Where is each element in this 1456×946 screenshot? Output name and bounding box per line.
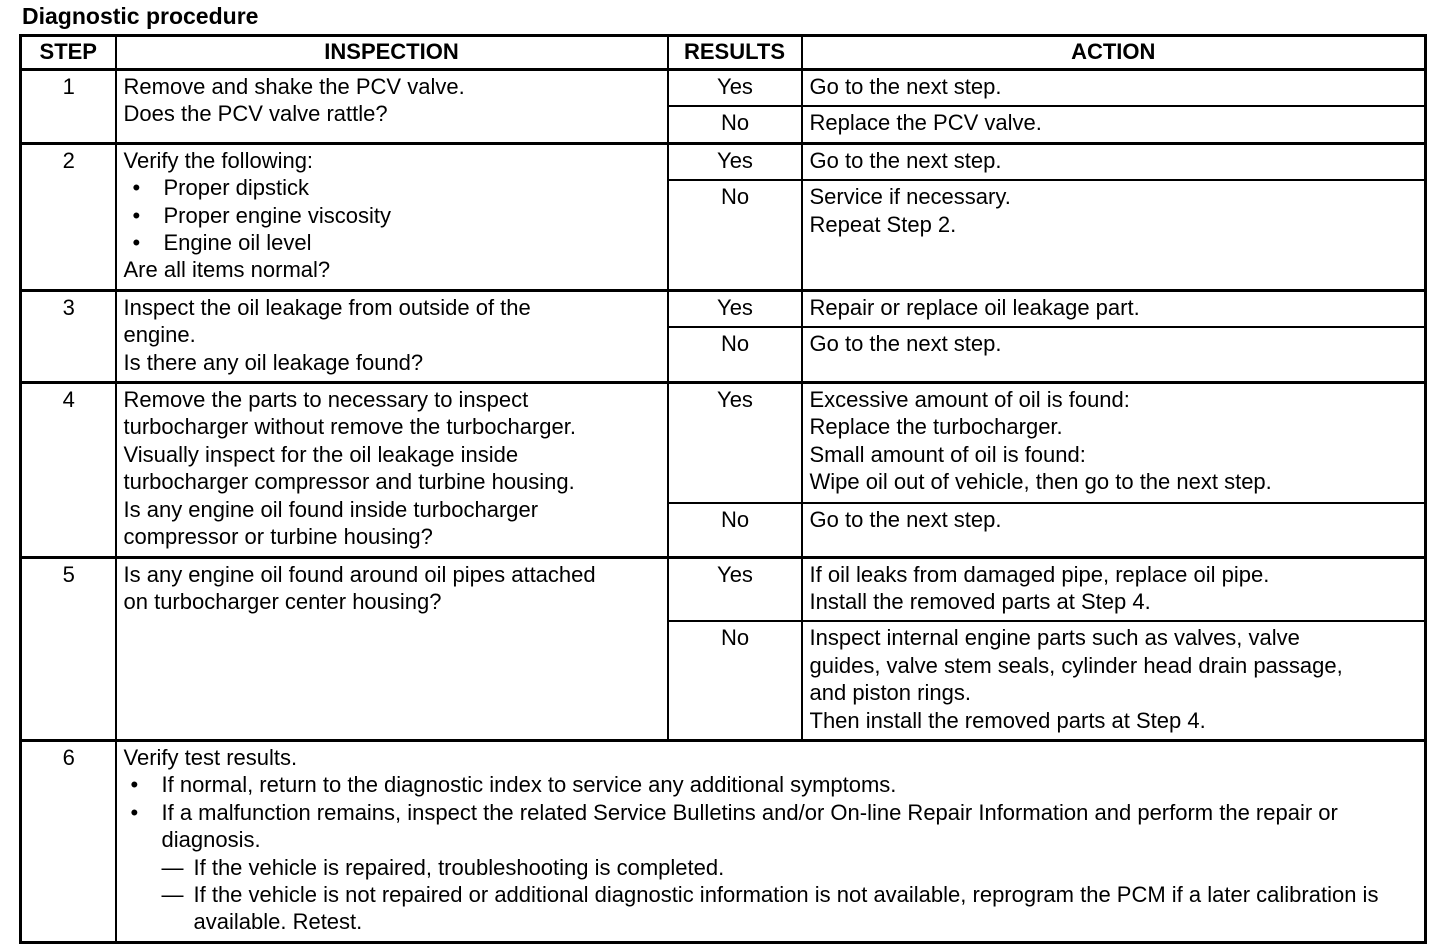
- action-line: Go to the next step.: [809, 147, 1002, 173]
- action-line: Go to the next step.: [809, 331, 1002, 357]
- bullet-item: • If a malfunction remains, inspect the related Service Bulletins and/or On-line Repair Information and perform the repair or diagnosis.: [124, 799, 1419, 854]
- inspection-line: Remove and shake the PCV valve.: [123, 74, 465, 99]
- inspection-line: engine.: [123, 322, 196, 348]
- action-line: Service if necessary.: [809, 184, 1011, 210]
- inspection-line: Verify test results.: [123, 744, 298, 770]
- action-no: [802, 106, 1426, 143]
- result-yes: Yes: [668, 383, 802, 503]
- header-results: RESULTS: [668, 36, 802, 70]
- action-line: and piston rings.: [809, 680, 971, 706]
- action-yes: [802, 557, 1426, 621]
- action-no: [802, 621, 1426, 740]
- inspection-line: on turbocharger center housing?: [123, 588, 442, 614]
- inspection-cell: [116, 383, 668, 557]
- inspection-line: Visually inspect for the oil leakage inside: [123, 441, 519, 467]
- inspection-line: Is any engine oil found around oil pipes attached: [123, 561, 596, 587]
- action-line: Go to the next step.: [809, 506, 1002, 532]
- action-yes: [802, 290, 1426, 327]
- table-row: [21, 557, 1426, 621]
- bullet-item: • Proper engine viscosity: [124, 202, 661, 229]
- page-title: Diagnostic procedure: [22, 3, 259, 29]
- bullet-item: • Engine oil level: [124, 229, 661, 256]
- inspection-line: Is there any oil leakage found?: [123, 349, 424, 375]
- inspection-line: Does the PCV valve rattle?: [123, 101, 388, 127]
- final-step-cell: [116, 740, 1426, 942]
- action-yes: [802, 383, 1426, 503]
- step-number: 3: [21, 290, 116, 382]
- step-number: 6: [21, 740, 116, 942]
- table-row: [21, 290, 1426, 327]
- result-no: No: [668, 621, 802, 740]
- result-no: No: [668, 503, 802, 557]
- action-line: Repair or replace oil leakage part.: [809, 294, 1140, 320]
- step-number: 2: [21, 143, 116, 290]
- action-line: Repeat Step 2.: [809, 211, 957, 237]
- inspection-line: Remove the parts to necessary to inspect: [123, 387, 529, 413]
- action-yes: [802, 70, 1426, 107]
- result-yes: Yes: [668, 70, 802, 107]
- action-line: Excessive amount of oil is found:: [809, 387, 1130, 413]
- action-line: Replace the turbocharger.: [809, 414, 1063, 440]
- action-yes: [802, 143, 1426, 180]
- action-line: Go to the next step.: [809, 74, 1002, 99]
- action-no: [802, 503, 1426, 557]
- step-number: 5: [21, 557, 116, 740]
- action-no: [802, 180, 1426, 290]
- result-yes: Yes: [668, 143, 802, 180]
- action-line: Wipe oil out of vehicle, then go to the next step.: [809, 469, 1272, 495]
- sub-item: — If the vehicle is repaired, troubleshooting is completed.: [124, 854, 1419, 881]
- bullet-item: • Proper dipstick: [124, 174, 661, 201]
- header-step: STEP: [21, 36, 116, 70]
- step-number: 1: [21, 70, 116, 144]
- action-line: Inspect internal engine parts such as valves, valve: [809, 625, 1300, 651]
- table-row: [21, 143, 1426, 180]
- bullet-item: • If normal, return to the diagnostic index to service any additional symptoms.: [124, 771, 1419, 798]
- action-line: guides, valve stem seals, cylinder head drain passage,: [809, 652, 1343, 678]
- diagnostic-table: [19, 34, 1427, 944]
- inspection-line: turbocharger without remove the turbocharger.: [123, 414, 576, 440]
- action-line: If oil leaks from damaged pipe, replace oil pipe.: [809, 561, 1270, 587]
- inspection-line: Is any engine oil found inside turbocharger: [123, 496, 539, 522]
- result-yes: Yes: [668, 290, 802, 327]
- header-row: [21, 36, 1426, 70]
- result-no: No: [668, 327, 802, 382]
- inspection-line: turbocharger compressor and turbine housing.: [123, 469, 575, 495]
- table-row: [21, 383, 1426, 503]
- action-no: [802, 327, 1426, 382]
- action-line: Replace the PCV valve.: [809, 110, 1042, 136]
- result-yes: Yes: [668, 557, 802, 621]
- result-no: No: [668, 106, 802, 143]
- inspection-line: compressor or turbine housing?: [123, 524, 433, 550]
- inspection-cell: [116, 143, 668, 290]
- action-line: Small amount of oil is found:: [809, 441, 1086, 467]
- sub-item: — If the vehicle is not repaired or additional diagnostic information is not available, reprogram the PCM if a later calibration is available. Retest.: [124, 881, 1419, 936]
- inspection-cell: [116, 557, 668, 740]
- action-line: Install the removed parts at Step 4.: [809, 588, 1151, 614]
- inspection-line: Are all items normal?: [123, 257, 331, 283]
- inspection-cell: [116, 70, 668, 144]
- step-number: 4: [21, 383, 116, 557]
- header-action: ACTION: [802, 36, 1426, 70]
- action-line: Then install the removed parts at Step 4.: [809, 707, 1206, 733]
- table-row: [21, 740, 1426, 942]
- inspection-line: Verify the following:: [123, 147, 314, 173]
- result-no: No: [668, 180, 802, 290]
- header-inspection: INSPECTION: [116, 36, 668, 70]
- inspection-cell: [116, 290, 668, 382]
- inspection-line: Inspect the oil leakage from outside of the: [123, 294, 531, 320]
- table-row: [21, 70, 1426, 107]
